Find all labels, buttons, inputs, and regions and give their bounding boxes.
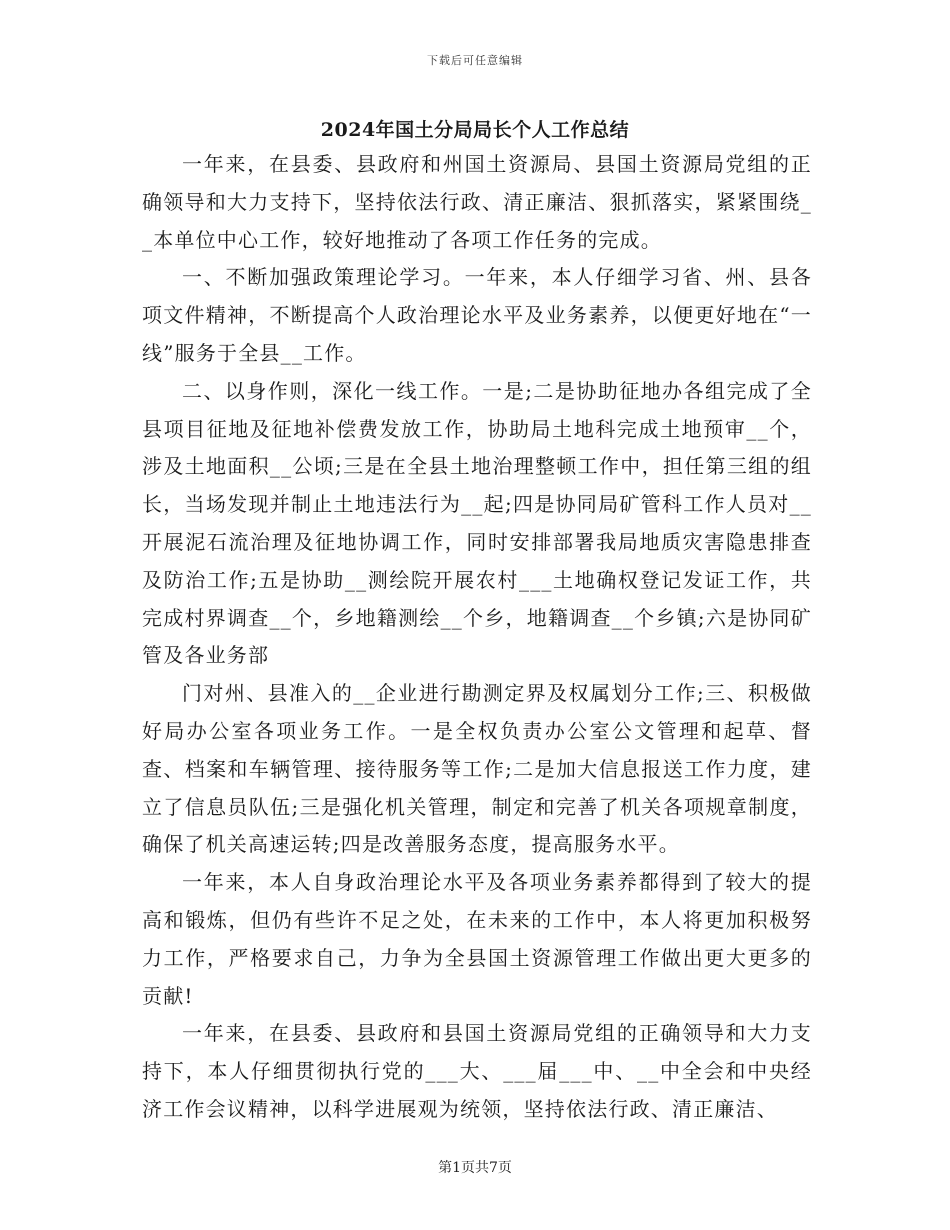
paragraph-self-assessment: 一年来，本人自身政治理论水平及各项业务素养都得到了较大的提高和锻炼，但仍有些许不足之处，在未来的工作中，本人将更加积极努力工作，严格要求自己，力争为全县国土资源管理工作做出更大更多的贡献!	[142, 870, 812, 1008]
page-number: 第1页共7页	[438, 1160, 512, 1176]
document-body	[142, 146, 812, 1129]
paragraph-intro: 一年来，在县委、县政府和州国土资源局、县国土资源局党组的正确领导和大力支持下，坚持依法行政、清正廉洁、狠抓落实，紧紧围绕__本单位中心工作，较好地推动了各项工作任务的完成。	[142, 152, 812, 252]
paragraph-frontline-work: 二、以身作则，深化一线工作。一是;二是协助征地办各组完成了全县项目征地及征地补偿费发放工作，协助局土地科完成土地预审__个，涉及土地面积__公顷;三是在全县土地治理整顿工作中，担任第三组的组长，当场发现并制止土地违法行为__起;四是协同局矿管科工作人员对__开展泥石流治理及征地协调工作，同时安排部署我局地质灾害隐患排查及防治工作;五是协助__测绘院开展农村___土地确权登记发证工作，共完成村界调查__个，乡地籍测绘__个乡，地籍调查__个乡镇;六是协同矿管及各业务部	[142, 378, 812, 668]
document-title: 2024年国土分局局长个人工作总结	[320, 119, 630, 141]
paragraph-office-work: 门对州、县准入的__企业进行勘测定界及权属划分工作;三、积极做好局办公室各项业务工作。一是全权负责办公室公文管理和起草、督查、档案和车辆管理、接待服务等工作;二是加大信息报送工作力度，建立了信息员队伍;三是强化机关管理，制定和完善了机关各项规章制度，确保了机关高速运转;四是改善服务态度，提高服务水平。	[142, 681, 812, 857]
paragraph-second-summary: 一年来，在县委、县政府和县国土资源局党组的正确领导和大力支持下，本人仔细贯彻执行党的___大、___届___中、__中全会和中央经济工作会议精神，以科学进展观为统领，坚持依法行政、清正廉洁、	[142, 1021, 812, 1121]
header-note: 下载后可任意编辑	[427, 54, 523, 67]
paragraph-policy-study: 一、不断加强政策理论学习。一年来，本人仔细学习省、州、县各项文件精神，不断提高个人政治理论水平及业务素养，以便更好地在“一线”服务于全县__工作。	[142, 265, 812, 365]
